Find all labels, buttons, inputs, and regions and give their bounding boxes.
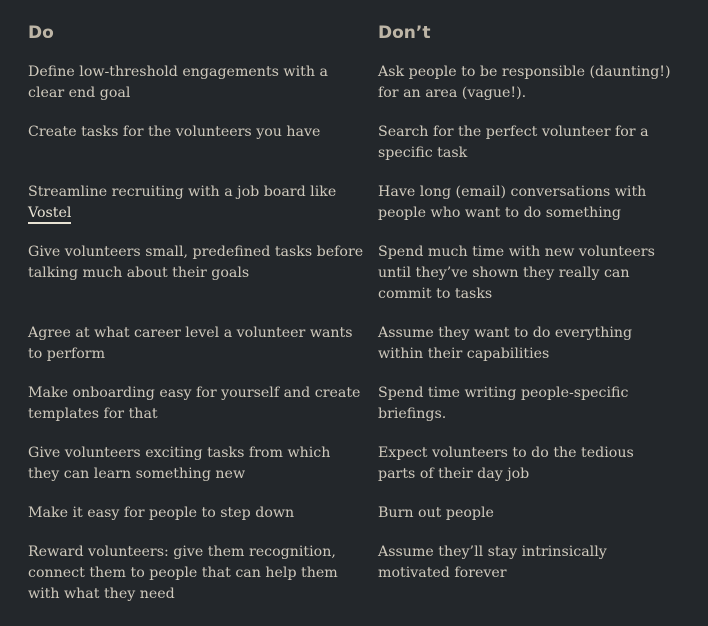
do-item-5: Agree at what career level a volunteer wants to perform bbox=[28, 325, 353, 362]
do-item-1: Define low-threshold engagements with a clear end goal bbox=[28, 64, 328, 101]
do-dont-table bbox=[28, 22, 688, 623]
dont-item-2: Search for the perfect volunteer for a specific task bbox=[378, 124, 649, 161]
do-column-heading: Do bbox=[28, 23, 54, 43]
dont-item-6: Spend time writing people-specific briefings. bbox=[378, 385, 629, 422]
dont-item-4: Spend much time with new volunteers until they’ve shown they really can commit to tasks bbox=[378, 244, 655, 302]
dont-item-1: Ask people to be responsible (daunting!) for an area (vague!). bbox=[378, 64, 671, 101]
do-item-3 bbox=[28, 182, 378, 224]
dont-item-9: Assume they’ll stay intrinsically motivated forever bbox=[378, 544, 607, 581]
vostel-link[interactable]: Vostel bbox=[28, 205, 71, 224]
dont-column-heading: Don’t bbox=[378, 23, 431, 43]
do-item-9: Reward volunteers: give them recognition, connect them to people that can help them with what they need bbox=[28, 544, 338, 602]
do-item-3-text: Streamline recruiting with a job board like bbox=[28, 184, 337, 200]
do-item-2: Create tasks for the volunteers you have bbox=[28, 124, 321, 140]
do-item-4: Give volunteers small, predefined tasks before talking much about their goals bbox=[28, 244, 364, 281]
do-item-7: Give volunteers exciting tasks from which they can learn something new bbox=[28, 445, 331, 482]
do-item-6: Make onboarding easy for yourself and create templates for that bbox=[28, 385, 361, 422]
do-item-8: Make it easy for people to step down bbox=[28, 505, 295, 521]
dont-item-3: Have long (email) conversations with people who want to do something bbox=[378, 184, 647, 221]
dont-item-5: Assume they want to do everything within their capabilities bbox=[378, 325, 633, 362]
dont-item-8: Burn out people bbox=[378, 505, 494, 521]
dont-item-7: Expect volunteers to do the tedious parts of their day job bbox=[378, 445, 634, 482]
